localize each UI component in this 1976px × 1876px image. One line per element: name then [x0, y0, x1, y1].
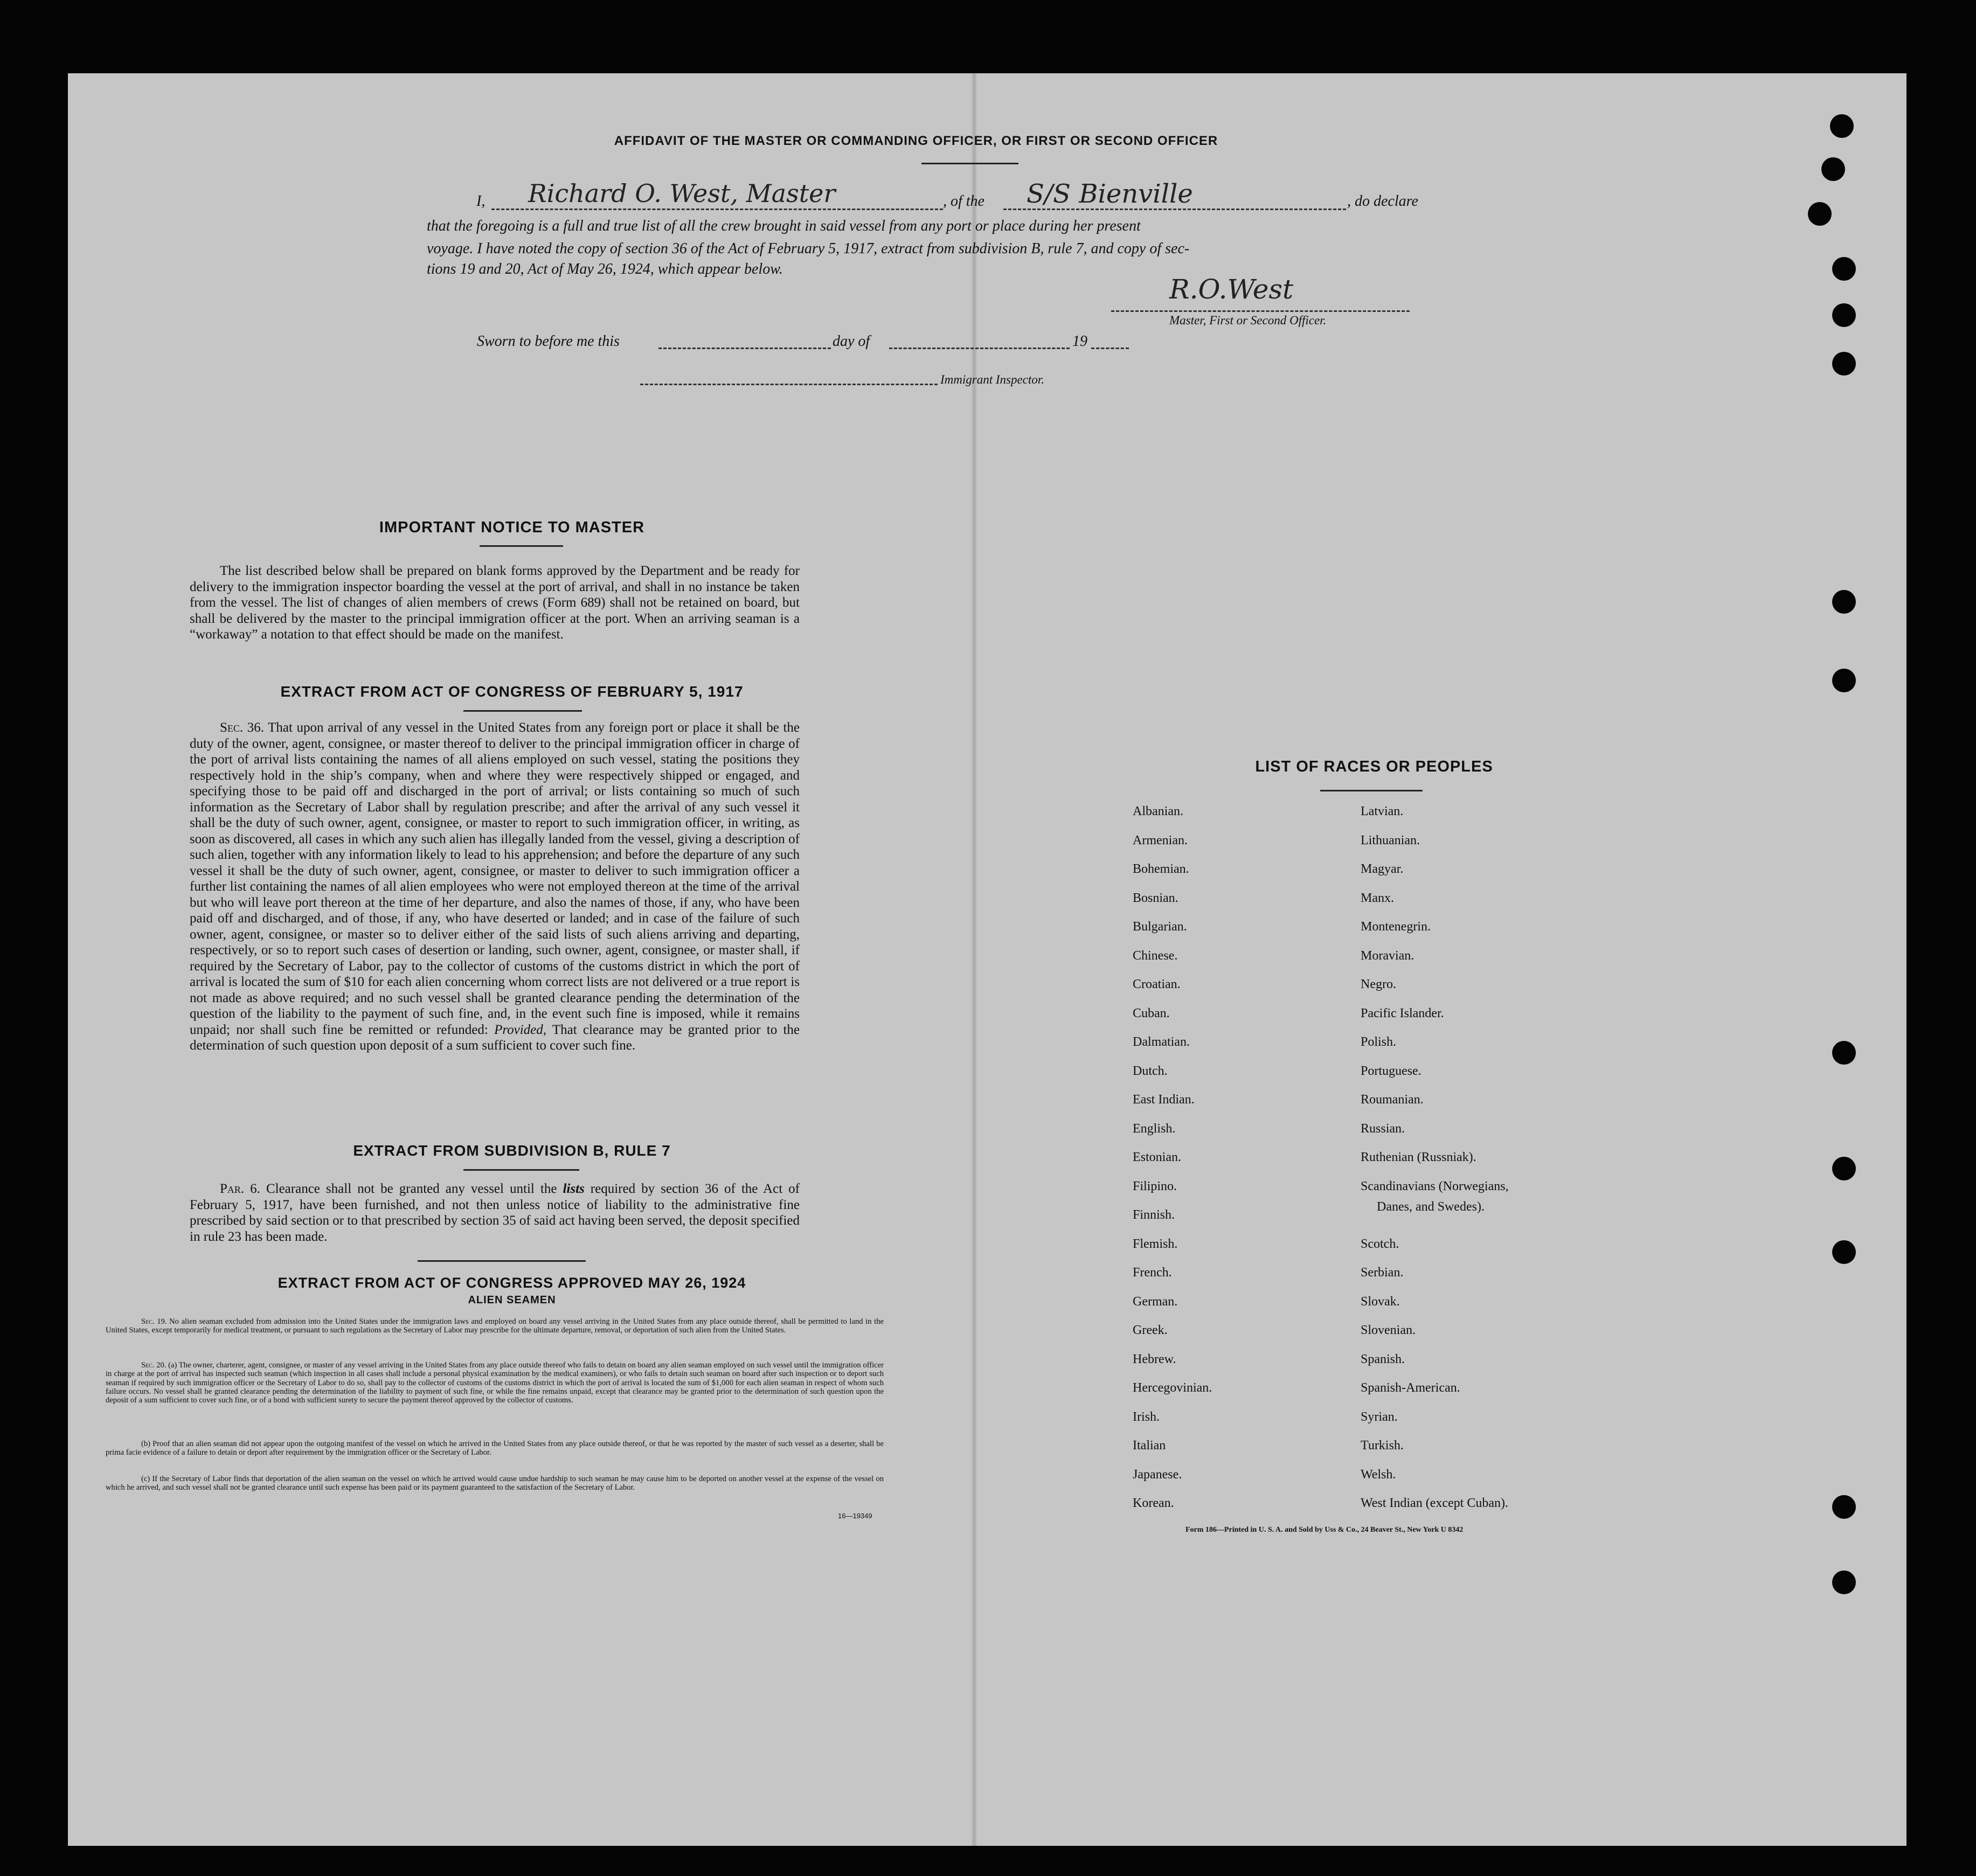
rule-7-divider [418, 1260, 586, 1262]
punch-hole [1832, 1571, 1856, 1594]
punch-hole [1832, 1240, 1856, 1264]
affidavit-body-line-3: tions 19 and 20, Act of May 26, 1924, which appear below. [427, 261, 783, 277]
notice-title: IMPORTANT NOTICE TO MASTER [379, 519, 645, 536]
signature-caption: Master, First or Second Officer. [1169, 314, 1327, 327]
punch-hole [1832, 1157, 1856, 1180]
race-item: Slovenian. [1361, 1323, 1416, 1337]
rule-7-text-b: required by section 36 of the Act of February 5, 1917, have been furnished, and not then unless notice of liability to the administrative fine prescribed by said section or to that prescribed by section 35 of said act having been served, the deposit specified in rule 23 has been made. [190, 1182, 800, 1244]
inspector-line [640, 384, 938, 385]
race-item: Dalmatian. [1133, 1035, 1190, 1049]
race-item: Portuguese. [1361, 1064, 1422, 1078]
race-item: Roumanian. [1361, 1093, 1424, 1107]
race-item: Armenian. [1133, 833, 1188, 847]
sworn-label: Sworn to before me this [477, 333, 620, 350]
section-20a-text [106, 1361, 884, 1405]
section-20-label: Sec. 20. [141, 1361, 167, 1370]
race-item: Bosnian. [1133, 891, 1178, 905]
race-item: Negro. [1361, 977, 1396, 991]
race-item: Italian [1133, 1439, 1166, 1453]
race-item-scandinavian-continued: Danes, and Swedes). [1377, 1200, 1485, 1214]
affidavit-body-line-2: voyage. I have noted the copy of section 36 of the Act of February 5, 1917, extract from subdivision B, rule 7, and copy of sec- [427, 240, 1190, 257]
race-item: Dutch. [1133, 1064, 1168, 1078]
race-item: East Indian. [1133, 1093, 1195, 1107]
race-item: Cuban. [1133, 1006, 1170, 1020]
race-item: Syrian. [1361, 1409, 1398, 1424]
section-20a-body: (a) The owner, charterer, agent, consignee, or master of any vessel arriving in the United States from any place outside thereof who fails to detain on board any alien seaman employed on such vessel until the immigration officer in charge at the port of arrival has inspected such seaman (which inspection in all cases shall include a personal physical examination by the medical examiners), or who fails to detain such seaman on board after such inspection or to deport such seaman if required by such immigration officer or the Secretary of Labor to do so, shall pay to the collector of customs of the customs district in which the port of arrival is located the sum of $1,000 for each alien seaman in respect of whom such failure occurs. No vessel shall be granted clearance pending the determination of the liability to payment of such fine, or while the fine remains unpaid, except that clearance may be granted prior to the determination of such question upon the deposit of a sum sufficient to cover such fine, or of a bond with sufficient surety to secure the payment thereof approved by the collector of customs. [106, 1361, 884, 1405]
vessel-name-handwritten: S/S Bienville [1027, 179, 1193, 209]
section-36-text [190, 720, 800, 1054]
section-19-text [106, 1317, 884, 1335]
races-title: LIST OF RACES OR PEOPLES [1255, 758, 1493, 775]
race-item: Serbian. [1361, 1266, 1404, 1280]
affidavit-title: AFFIDAVIT OF THE MASTER OR COMMANDING OFFICER, OR FIRST OR SECOND OFFICER [614, 134, 1218, 148]
race-item: Filipino. [1133, 1179, 1177, 1193]
race-item: Japanese. [1133, 1467, 1182, 1482]
race-item: Estonian. [1133, 1150, 1181, 1164]
sworn-day-line [658, 348, 831, 349]
punch-hole [1832, 669, 1856, 692]
printer-footer: Form 186—Printed in U. S. A. and Sold by Uss & Co., 24 Beaver St., New York U 8342 [1185, 1526, 1464, 1534]
race-item: Manx. [1361, 891, 1394, 905]
race-item: Spanish-American. [1361, 1381, 1460, 1395]
extract-1924-title: EXTRACT FROM ACT OF CONGRESS APPROVED MAY 26, 1924 [278, 1275, 746, 1291]
year-label: 19 [1072, 333, 1087, 350]
page-fold [972, 73, 977, 1846]
form-code: 16—19349 [838, 1512, 872, 1520]
inspector-caption: Immigrant Inspector. [940, 373, 1044, 386]
race-item: Croatian. [1133, 977, 1181, 991]
race-item: Slovak. [1361, 1294, 1400, 1309]
notice-text: The list described below shall be prepared on blank forms approved by the Department and be ready for delivery to the immigration inspector boarding the vessel at the port of arrival, and shall in no instance be taken from the vessel. The list of changes of alien members of crews (Form 689) shall not be retained on board, but shall be delivered by the master to the principal immigration officer at the port. When an arriving seaman is a “workaway” a notation to that effect should be made on the manifest. [190, 564, 800, 642]
section-19-body: No alien seaman excluded from admission into the United States under the immigration laws and employed on board any vessel arriving in the United States from any place outside thereof, shall be permitted to land in the United States, except temporarily for medical treatment, or pursuant to such regulations as the Secretary of Labor may prescribe for the ultimate departure, removal, or deportation of such alien from the United States. [106, 1317, 884, 1335]
punch-hole [1832, 303, 1856, 327]
rule-7-text-a: Clearance shall not be granted any vessel until the [266, 1182, 557, 1196]
punch-hole [1821, 157, 1845, 181]
section-36-end: That clearance may be granted prior to the determination of such question upon deposit of a sum sufficient to cover such fine. [190, 1022, 800, 1053]
race-item: West Indian (except Cuban). [1361, 1496, 1508, 1510]
rule-7-title: EXTRACT FROM SUBDIVISION B, RULE 7 [353, 1142, 671, 1159]
affidavit-body-line-1: that the foregoing is a full and true list of all the crew brought in said vessel from any port or place during her present [427, 218, 1141, 234]
race-item: Bulgarian. [1133, 920, 1187, 934]
races-rule [1320, 790, 1423, 791]
punch-hole [1832, 1495, 1856, 1519]
provided-label: Provided, [494, 1022, 547, 1037]
race-item: German. [1133, 1294, 1178, 1309]
section-36-body: That upon arrival of any vessel in the United States from any foreign port or place it shall be the duty of the owner, agent, consignee, or master thereof to deliver to the principal immigration officer in charge of the port of arrival lists containing the names of all aliens employed on such vessel, stating the positions they respectively hold in the ship’s company, when and where they were respectively shipped or engaged, and specifying those to be paid off and discharged in the port of arrival; or lists containing so much of such information as the Secretary of Labor shall by regulation prescribe; and after the arrival of any such vessel it shall be the duty of such owner, agent, consignee, or master to report to such immigration officer, in writing, as soon as discovered, all cases in which any such alien has illegally landed from the vessel, giving a description of such alien, together with any information likely to lead to his apprehension; and before the departure of any such vessel it shall be the duty of such owner, agent, consignee, or master to deliver to such immigration officer a further list containing the names of all alien employees who were not employed thereon at the time of the arrival but who will leave port thereon at the time of her departure, and also the names of those, if any, who have been paid off and discharged, and of those, if any, who have deserted or landed; and in case of the failure of such owner, agent, consignee, or master so to deliver either of the said lists of such aliens arriving and departing, respectively, or so to report such cases of desertion or landing, such owner, agent, consignee, or master shall, if required by the Secretary of Labor, pay to the collector of customs of the customs district in which the port of arrival is located the sum of $10 for each alien concerning whom correct lists are not delivered or a true report is not made as above required; and no such vessel shall be granted clearance pending the determination of the question of the liability to the payment of such fine, and, in the event such fine is imposed, while it remains unpaid; nor shall such fine be remitted or refunded: [190, 720, 800, 1037]
rule-7-text [190, 1181, 800, 1245]
race-item: English. [1133, 1121, 1176, 1136]
punch-hole [1832, 257, 1856, 281]
race-item: Bohemian. [1133, 862, 1189, 876]
race-item: Korean. [1133, 1496, 1174, 1510]
of-the-label: , of the [943, 193, 984, 210]
title-rule [921, 163, 1018, 164]
punch-hole [1808, 202, 1832, 226]
race-item: Polish. [1361, 1035, 1397, 1049]
sworn-year-line [1091, 348, 1129, 349]
race-item: Ruthenian (Russniak). [1361, 1150, 1476, 1164]
punch-hole [1832, 590, 1856, 614]
alien-seamen-subtitle: ALIEN SEAMEN [468, 1294, 556, 1306]
race-item: Magyar. [1361, 862, 1404, 876]
race-item: Chinese. [1133, 948, 1178, 963]
race-item: Scotch. [1361, 1236, 1399, 1251]
race-item: Spanish. [1361, 1352, 1405, 1366]
race-item: Hercegovinian. [1133, 1381, 1212, 1395]
extract-1917-title: EXTRACT FROM ACT OF CONGRESS OF FEBRUARY 5, 1917 [280, 683, 744, 700]
par-6-label: Par. 6. [220, 1182, 260, 1196]
punch-hole [1830, 114, 1854, 138]
master-name-handwritten: Richard O. West, Master [528, 179, 836, 208]
notice-rule [480, 545, 563, 547]
affidavit-i-label: I, [476, 193, 486, 210]
race-item: Flemish. [1133, 1236, 1178, 1251]
sworn-month-line [889, 348, 1070, 349]
signature-line [1111, 310, 1410, 312]
name-line [491, 209, 943, 210]
race-item: Hebrew. [1133, 1352, 1176, 1366]
race-item: Finnish. [1133, 1208, 1175, 1222]
race-item: Welsh. [1361, 1467, 1396, 1482]
race-item: Montenegrin. [1361, 920, 1431, 934]
section-20b-text: (b) Proof that an alien seaman did not appear upon the outgoing manifest of the vessel on which he arrived in the United States from any place outside thereof, or that he was reported by the master of such vessel as a deserter, shall be prima facie evidence of a failure to detain or deport after requirement by the immigration officer or the Secretary of Labor. [106, 1440, 884, 1457]
section-36-label: Sec. 36. [220, 720, 264, 735]
lists-word: lists [563, 1182, 585, 1196]
punch-hole [1832, 352, 1856, 376]
race-item: French. [1133, 1266, 1172, 1280]
race-item: Pacific Islander. [1361, 1006, 1444, 1020]
do-declare-label: , do declare [1347, 193, 1418, 210]
race-item: Russian. [1361, 1121, 1405, 1136]
race-item: Moravian. [1361, 948, 1415, 963]
day-of-label: day of [833, 333, 870, 350]
punch-hole [1832, 1041, 1856, 1065]
officer-signature: R.O.West [1169, 274, 1294, 305]
race-item: Greek. [1133, 1323, 1168, 1337]
extract-1917-rule [463, 710, 582, 712]
race-item: Albanian. [1133, 804, 1183, 818]
section-19-label: Sec. 19. [141, 1317, 167, 1326]
race-item: Scandinavians (Norwegians, [1361, 1179, 1509, 1193]
race-item: Lithuanian. [1361, 833, 1420, 847]
section-20c-text: (c) If the Secretary of Labor finds that deportation of the alien seaman on the vessel on which he arrived would cause undue hardship to such seaman he may cause him to be deported on another vessel at the expense of the vessel on which he arrived, and such vessel shall not be granted clearance until such expense has been paid or its payment guaranteed to the satisfaction of the Secretary of Labor. [106, 1475, 884, 1492]
race-item: Latvian. [1361, 804, 1404, 818]
race-item: Turkish. [1361, 1439, 1404, 1453]
rule-7-rule [463, 1169, 579, 1171]
race-item: Irish. [1133, 1409, 1160, 1424]
